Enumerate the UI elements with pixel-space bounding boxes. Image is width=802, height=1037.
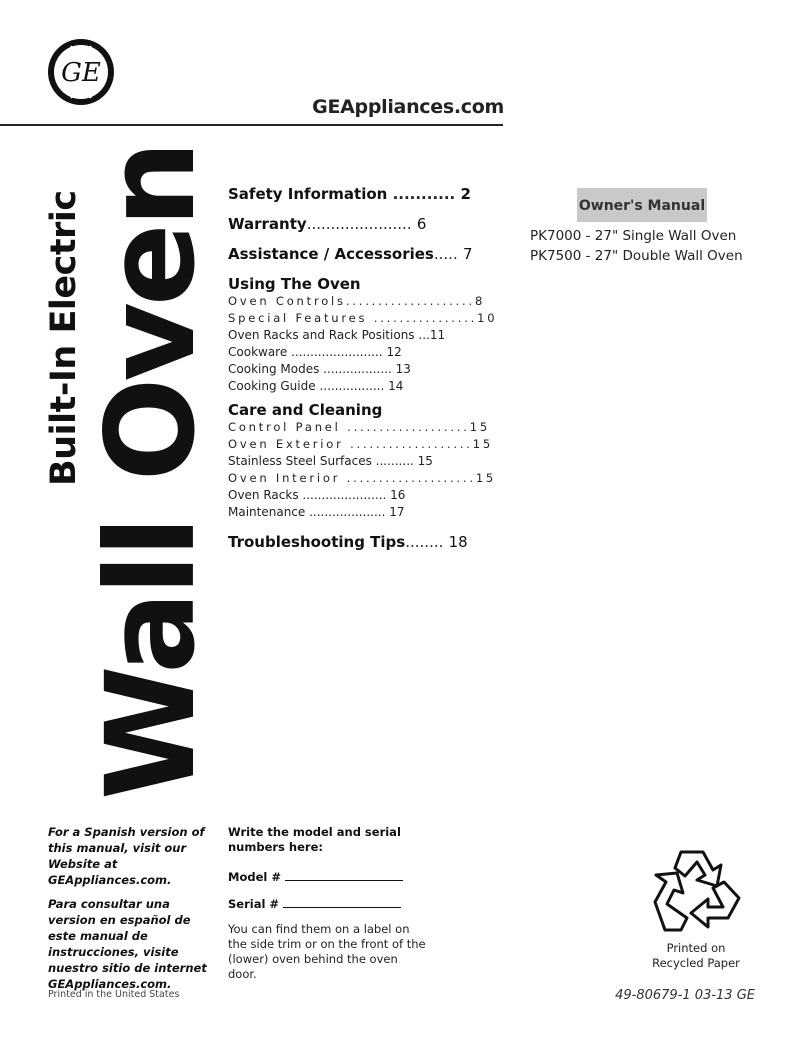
toc-item[interactable]: Maintenance .................... 17 <box>228 505 405 519</box>
table-of-contents <box>228 185 528 551</box>
ge-logo <box>46 37 116 107</box>
model-number-line[interactable] <box>285 869 403 881</box>
spanish-version-note <box>48 824 218 1000</box>
spanish-note-en: For a Spanish version of this manual, visit our Website at GEAppliances.com. <box>48 825 205 887</box>
spanish-note-es: Para consultar una version en español de este manual de instrucciones, visite nuestro sitio de internet GEAppliances.com. <box>48 897 207 991</box>
toc-heading-using: Using The Oven <box>228 275 361 293</box>
model-line-single: PK7000 - 27" Single Wall Oven <box>530 228 737 244</box>
toc-heading-care: Care and Cleaning <box>228 401 383 419</box>
toc-item[interactable]: Oven Racks and Rack Positions ...11 <box>228 328 446 342</box>
label-location-note: You can find them on a label on the side trim or on the front of the (lower) oven behind the oven door. <box>228 922 426 981</box>
toc-entry-assistance[interactable]: Assistance / Accessories..... 7 <box>228 245 473 263</box>
toc-item[interactable]: Oven Exterior ...................15 <box>228 437 493 451</box>
header-rule <box>0 124 503 126</box>
publication-number: 49-80679-1 03-13 GE <box>615 988 755 1003</box>
toc-entry-troubleshooting[interactable]: Troubleshooting Tips........ 18 <box>228 533 468 551</box>
serial-number-line[interactable] <box>283 896 401 908</box>
printed-in-note: Printed in the United States <box>48 989 180 1000</box>
toc-item[interactable]: Control Panel ...................15 <box>228 420 491 434</box>
model-number-label: Model # <box>228 870 281 884</box>
logo-text: GE <box>61 58 101 88</box>
recycle-icon <box>651 846 743 936</box>
toc-item[interactable]: Oven Controls....................8 <box>228 294 486 308</box>
toc-item[interactable]: Cookware ........................ 12 <box>228 345 402 359</box>
model-line-double: PK7500 - 27" Double Wall Oven <box>530 248 743 264</box>
website-link[interactable]: GEAppliances.com <box>312 96 504 118</box>
toc-entry-warranty[interactable]: Warranty...................... 6 <box>228 215 427 233</box>
toc-item[interactable]: Oven Racks ...................... 16 <box>228 488 406 502</box>
toc-item[interactable]: Special Features ................10 <box>228 311 498 325</box>
toc-item[interactable]: Oven Interior ....................15 <box>228 471 497 485</box>
cover-title: Wall Oven <box>80 144 222 800</box>
toc-item[interactable]: Stainless Steel Surfaces .......... 15 <box>228 454 433 468</box>
toc-entry-safety[interactable]: Safety Information ........... 2 <box>228 185 471 203</box>
write-model-serial-heading: Write the model and serial numbers here: <box>228 825 401 854</box>
model-number-field[interactable] <box>228 869 403 884</box>
serial-number-field[interactable] <box>228 896 401 911</box>
cover-subtitle: Built-In Electric <box>44 190 84 486</box>
toc-item[interactable]: Cooking Modes .................. 13 <box>228 362 411 376</box>
serial-number-label: Serial # <box>228 897 280 911</box>
owners-manual-label: Owner's Manual <box>578 198 706 214</box>
toc-item[interactable]: Cooking Guide ................. 14 <box>228 379 404 393</box>
recycled-paper-note: Printed on Recycled Paper <box>652 941 740 970</box>
